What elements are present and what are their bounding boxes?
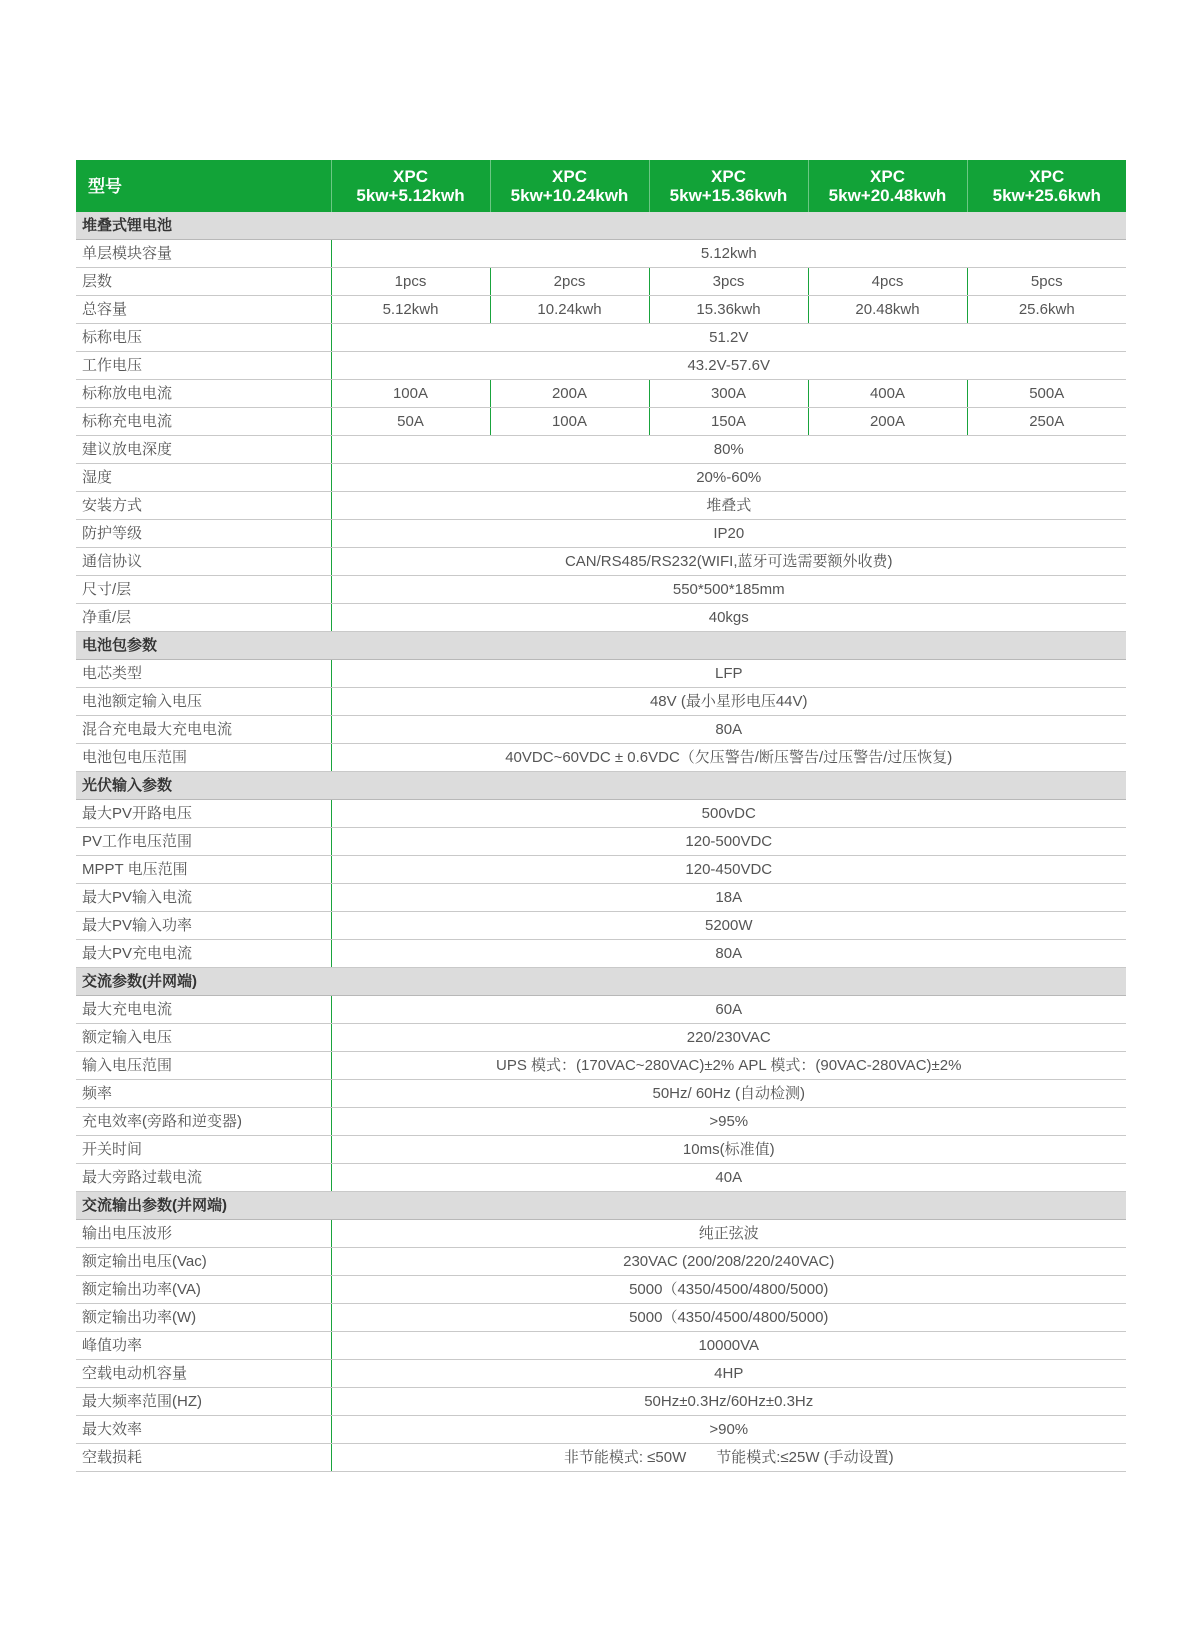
table-row xyxy=(76,1220,1126,1248)
param-label: 总容量 xyxy=(76,296,331,324)
table-row xyxy=(76,660,1126,688)
param-value: 20.48kwh xyxy=(808,296,967,324)
param-value: 80A xyxy=(331,940,1126,968)
param-value: >95% xyxy=(331,1108,1126,1136)
param-value: 40kgs xyxy=(331,604,1126,632)
param-value: 5pcs xyxy=(967,268,1126,296)
param-value: 堆叠式 xyxy=(331,492,1126,520)
param-label: 输出电压波形 xyxy=(76,1220,331,1248)
param-value: 230VAC (200/208/220/240VAC) xyxy=(331,1248,1126,1276)
table-row xyxy=(76,464,1126,492)
table-row xyxy=(76,856,1126,884)
param-label: 安装方式 xyxy=(76,492,331,520)
table-row xyxy=(76,1360,1126,1388)
model-header xyxy=(331,160,490,212)
param-label: 电池包电压范围 xyxy=(76,744,331,772)
param-label: 电池额定输入电压 xyxy=(76,688,331,716)
section-row xyxy=(76,632,1126,660)
header-row xyxy=(76,160,1126,212)
param-value: 200A xyxy=(808,408,967,436)
param-label: 额定输出功率(W) xyxy=(76,1304,331,1332)
table-body xyxy=(76,212,1126,1472)
param-value: CAN/RS485/RS232(WIFI,蓝牙可选需要额外收费) xyxy=(331,548,1126,576)
param-label: 防护等级 xyxy=(76,520,331,548)
param-label: 额定输入电压 xyxy=(76,1024,331,1052)
table-row xyxy=(76,1332,1126,1360)
param-value: 5000（4350/4500/4800/5000) xyxy=(331,1276,1126,1304)
param-value: 48V (最小星形电压44V) xyxy=(331,688,1126,716)
param-value: IP20 xyxy=(331,520,1126,548)
param-value: 550*500*185mm xyxy=(331,576,1126,604)
param-value: 5000（4350/4500/4800/5000) xyxy=(331,1304,1126,1332)
param-value: 40A xyxy=(331,1164,1126,1192)
table-row xyxy=(76,940,1126,968)
param-label: 最大充电电流 xyxy=(76,996,331,1024)
param-value: 25.6kwh xyxy=(967,296,1126,324)
param-label: 最大PV输入电流 xyxy=(76,884,331,912)
model-label: 型号 xyxy=(76,160,331,212)
param-value: 100A xyxy=(490,408,649,436)
param-value: 纯正弦波 xyxy=(331,1220,1126,1248)
param-label: 净重/层 xyxy=(76,604,331,632)
param-label: 尺寸/层 xyxy=(76,576,331,604)
model-series: XPC xyxy=(1029,167,1065,186)
table-row xyxy=(76,1388,1126,1416)
param-label: 最大效率 xyxy=(76,1416,331,1444)
param-label: 标称放电电流 xyxy=(76,380,331,408)
param-label: 最大PV充电电流 xyxy=(76,940,331,968)
param-value: 1pcs xyxy=(331,268,490,296)
param-value: 250A xyxy=(967,408,1126,436)
param-value: 400A xyxy=(808,380,967,408)
param-label: 输入电压范围 xyxy=(76,1052,331,1080)
param-label: 空载电动机容量 xyxy=(76,1360,331,1388)
param-label: 频率 xyxy=(76,1080,331,1108)
section-title: 电池包参数 xyxy=(76,632,1126,660)
param-value: 5.12kwh xyxy=(331,240,1126,268)
model-series: XPC xyxy=(711,167,746,186)
param-value: 10000VA xyxy=(331,1332,1126,1360)
model-header xyxy=(490,160,649,212)
param-label: 最大旁路过载电流 xyxy=(76,1164,331,1192)
param-value: 40VDC~60VDC ± 0.6VDC（欠压警告/断压警告/过压警告/过压恢复) xyxy=(331,744,1126,772)
param-label: 最大频率范围(HZ) xyxy=(76,1388,331,1416)
section-row xyxy=(76,772,1126,800)
param-label: 额定输出功率(VA) xyxy=(76,1276,331,1304)
model-series: XPC xyxy=(552,167,587,186)
param-value: LFP xyxy=(331,660,1126,688)
model-spec: 5kw+15.36kwh xyxy=(669,186,788,205)
param-value: 80A xyxy=(331,716,1126,744)
table-row xyxy=(76,1416,1126,1444)
table-row xyxy=(76,352,1126,380)
table-row xyxy=(76,884,1126,912)
table-row xyxy=(76,408,1126,436)
table-row xyxy=(76,268,1126,296)
param-label: 额定输出电压(Vac) xyxy=(76,1248,331,1276)
param-label: 最大PV输入功率 xyxy=(76,912,331,940)
model-spec: 5kw+10.24kwh xyxy=(510,186,629,205)
model-header xyxy=(649,160,808,212)
param-value: 50Hz±0.3Hz/60Hz±0.3Hz xyxy=(331,1388,1126,1416)
table-row xyxy=(76,296,1126,324)
section-row xyxy=(76,212,1126,240)
model-header xyxy=(808,160,967,212)
param-value: 200A xyxy=(490,380,649,408)
table-row xyxy=(76,996,1126,1024)
param-label: 单层模块容量 xyxy=(76,240,331,268)
table-row xyxy=(76,912,1126,940)
param-label: 工作电压 xyxy=(76,352,331,380)
table-row xyxy=(76,1276,1126,1304)
table-header xyxy=(76,160,1126,212)
param-label: 湿度 xyxy=(76,464,331,492)
section-title: 光伏输入参数 xyxy=(76,772,1126,800)
table-row xyxy=(76,1136,1126,1164)
param-label: 混合充电最大充电电流 xyxy=(76,716,331,744)
param-value: 18A xyxy=(331,884,1126,912)
param-value: 80% xyxy=(331,436,1126,464)
table-row xyxy=(76,1108,1126,1136)
param-value: 2pcs xyxy=(490,268,649,296)
section-row xyxy=(76,1192,1126,1220)
model-spec: 5kw+25.6kwh xyxy=(992,186,1101,205)
table-row xyxy=(76,1164,1126,1192)
param-value: 60A xyxy=(331,996,1126,1024)
table-row xyxy=(76,436,1126,464)
param-label: 层数 xyxy=(76,268,331,296)
param-value: 43.2V-57.6V xyxy=(331,352,1126,380)
table-row xyxy=(76,240,1126,268)
param-label: 标称充电电流 xyxy=(76,408,331,436)
param-label: PV工作电压范围 xyxy=(76,828,331,856)
param-label: 最大PV开路电压 xyxy=(76,800,331,828)
param-value: 10ms(标准值) xyxy=(331,1136,1126,1164)
param-value: 300A xyxy=(649,380,808,408)
param-value: 20%-60% xyxy=(331,464,1126,492)
table-row xyxy=(76,576,1126,604)
param-value: >90% xyxy=(331,1416,1126,1444)
table-row xyxy=(76,520,1126,548)
param-value: 4pcs xyxy=(808,268,967,296)
model-spec: 5kw+20.48kwh xyxy=(828,186,947,205)
table-row xyxy=(76,744,1126,772)
param-value: 50Hz/ 60Hz (自动检测) xyxy=(331,1080,1126,1108)
param-label: 充电效率(旁路和逆变器) xyxy=(76,1108,331,1136)
table-row xyxy=(76,1024,1126,1052)
param-label: 标称电压 xyxy=(76,324,331,352)
param-label: 峰值功率 xyxy=(76,1332,331,1360)
table-row xyxy=(76,828,1126,856)
param-value: 5.12kwh xyxy=(331,296,490,324)
table-row xyxy=(76,1052,1126,1080)
model-series: XPC xyxy=(393,167,428,186)
model-spec: 5kw+5.12kwh xyxy=(356,186,465,205)
param-value: 150A xyxy=(649,408,808,436)
param-value: 3pcs xyxy=(649,268,808,296)
param-label: 空载损耗 xyxy=(76,1444,331,1472)
table-row xyxy=(76,492,1126,520)
param-value: 120-500VDC xyxy=(331,828,1126,856)
param-value: 220/230VAC xyxy=(331,1024,1126,1052)
table-row xyxy=(76,548,1126,576)
table-row xyxy=(76,324,1126,352)
param-value: 10.24kwh xyxy=(490,296,649,324)
param-value: 120-450VDC xyxy=(331,856,1126,884)
param-label: MPPT 电压范围 xyxy=(76,856,331,884)
table-row xyxy=(76,1444,1126,1472)
param-label: 开关时间 xyxy=(76,1136,331,1164)
section-title: 交流输出参数(并网端) xyxy=(76,1192,1126,1220)
param-value: 15.36kwh xyxy=(649,296,808,324)
param-value: 500vDC xyxy=(331,800,1126,828)
spec-table xyxy=(76,160,1126,1472)
section-row xyxy=(76,968,1126,996)
param-value: 4HP xyxy=(331,1360,1126,1388)
table-row xyxy=(76,800,1126,828)
table-row xyxy=(76,1248,1126,1276)
param-value: 100A xyxy=(331,380,490,408)
param-value: UPS 模式：(170VAC~280VAC)±2% APL 模式：(90VAC-280VAC)±2% xyxy=(331,1052,1126,1080)
section-title: 交流参数(并网端) xyxy=(76,968,1126,996)
table-row xyxy=(76,1080,1126,1108)
param-label: 电芯类型 xyxy=(76,660,331,688)
table-row xyxy=(76,1304,1126,1332)
param-value: 51.2V xyxy=(331,324,1126,352)
param-label: 建议放电深度 xyxy=(76,436,331,464)
table-row xyxy=(76,688,1126,716)
model-header xyxy=(967,160,1126,212)
param-value: 50A xyxy=(331,408,490,436)
table-row xyxy=(76,604,1126,632)
model-series: XPC xyxy=(870,167,905,186)
param-value: 5200W xyxy=(331,912,1126,940)
param-value: 500A xyxy=(967,380,1126,408)
table-row xyxy=(76,380,1126,408)
param-value: 非节能模式: ≤50W 节能模式:≤25W (手动设置) xyxy=(331,1444,1126,1472)
section-title: 堆叠式锂电池 xyxy=(76,212,1126,240)
param-label: 通信协议 xyxy=(76,548,331,576)
table-row xyxy=(76,716,1126,744)
